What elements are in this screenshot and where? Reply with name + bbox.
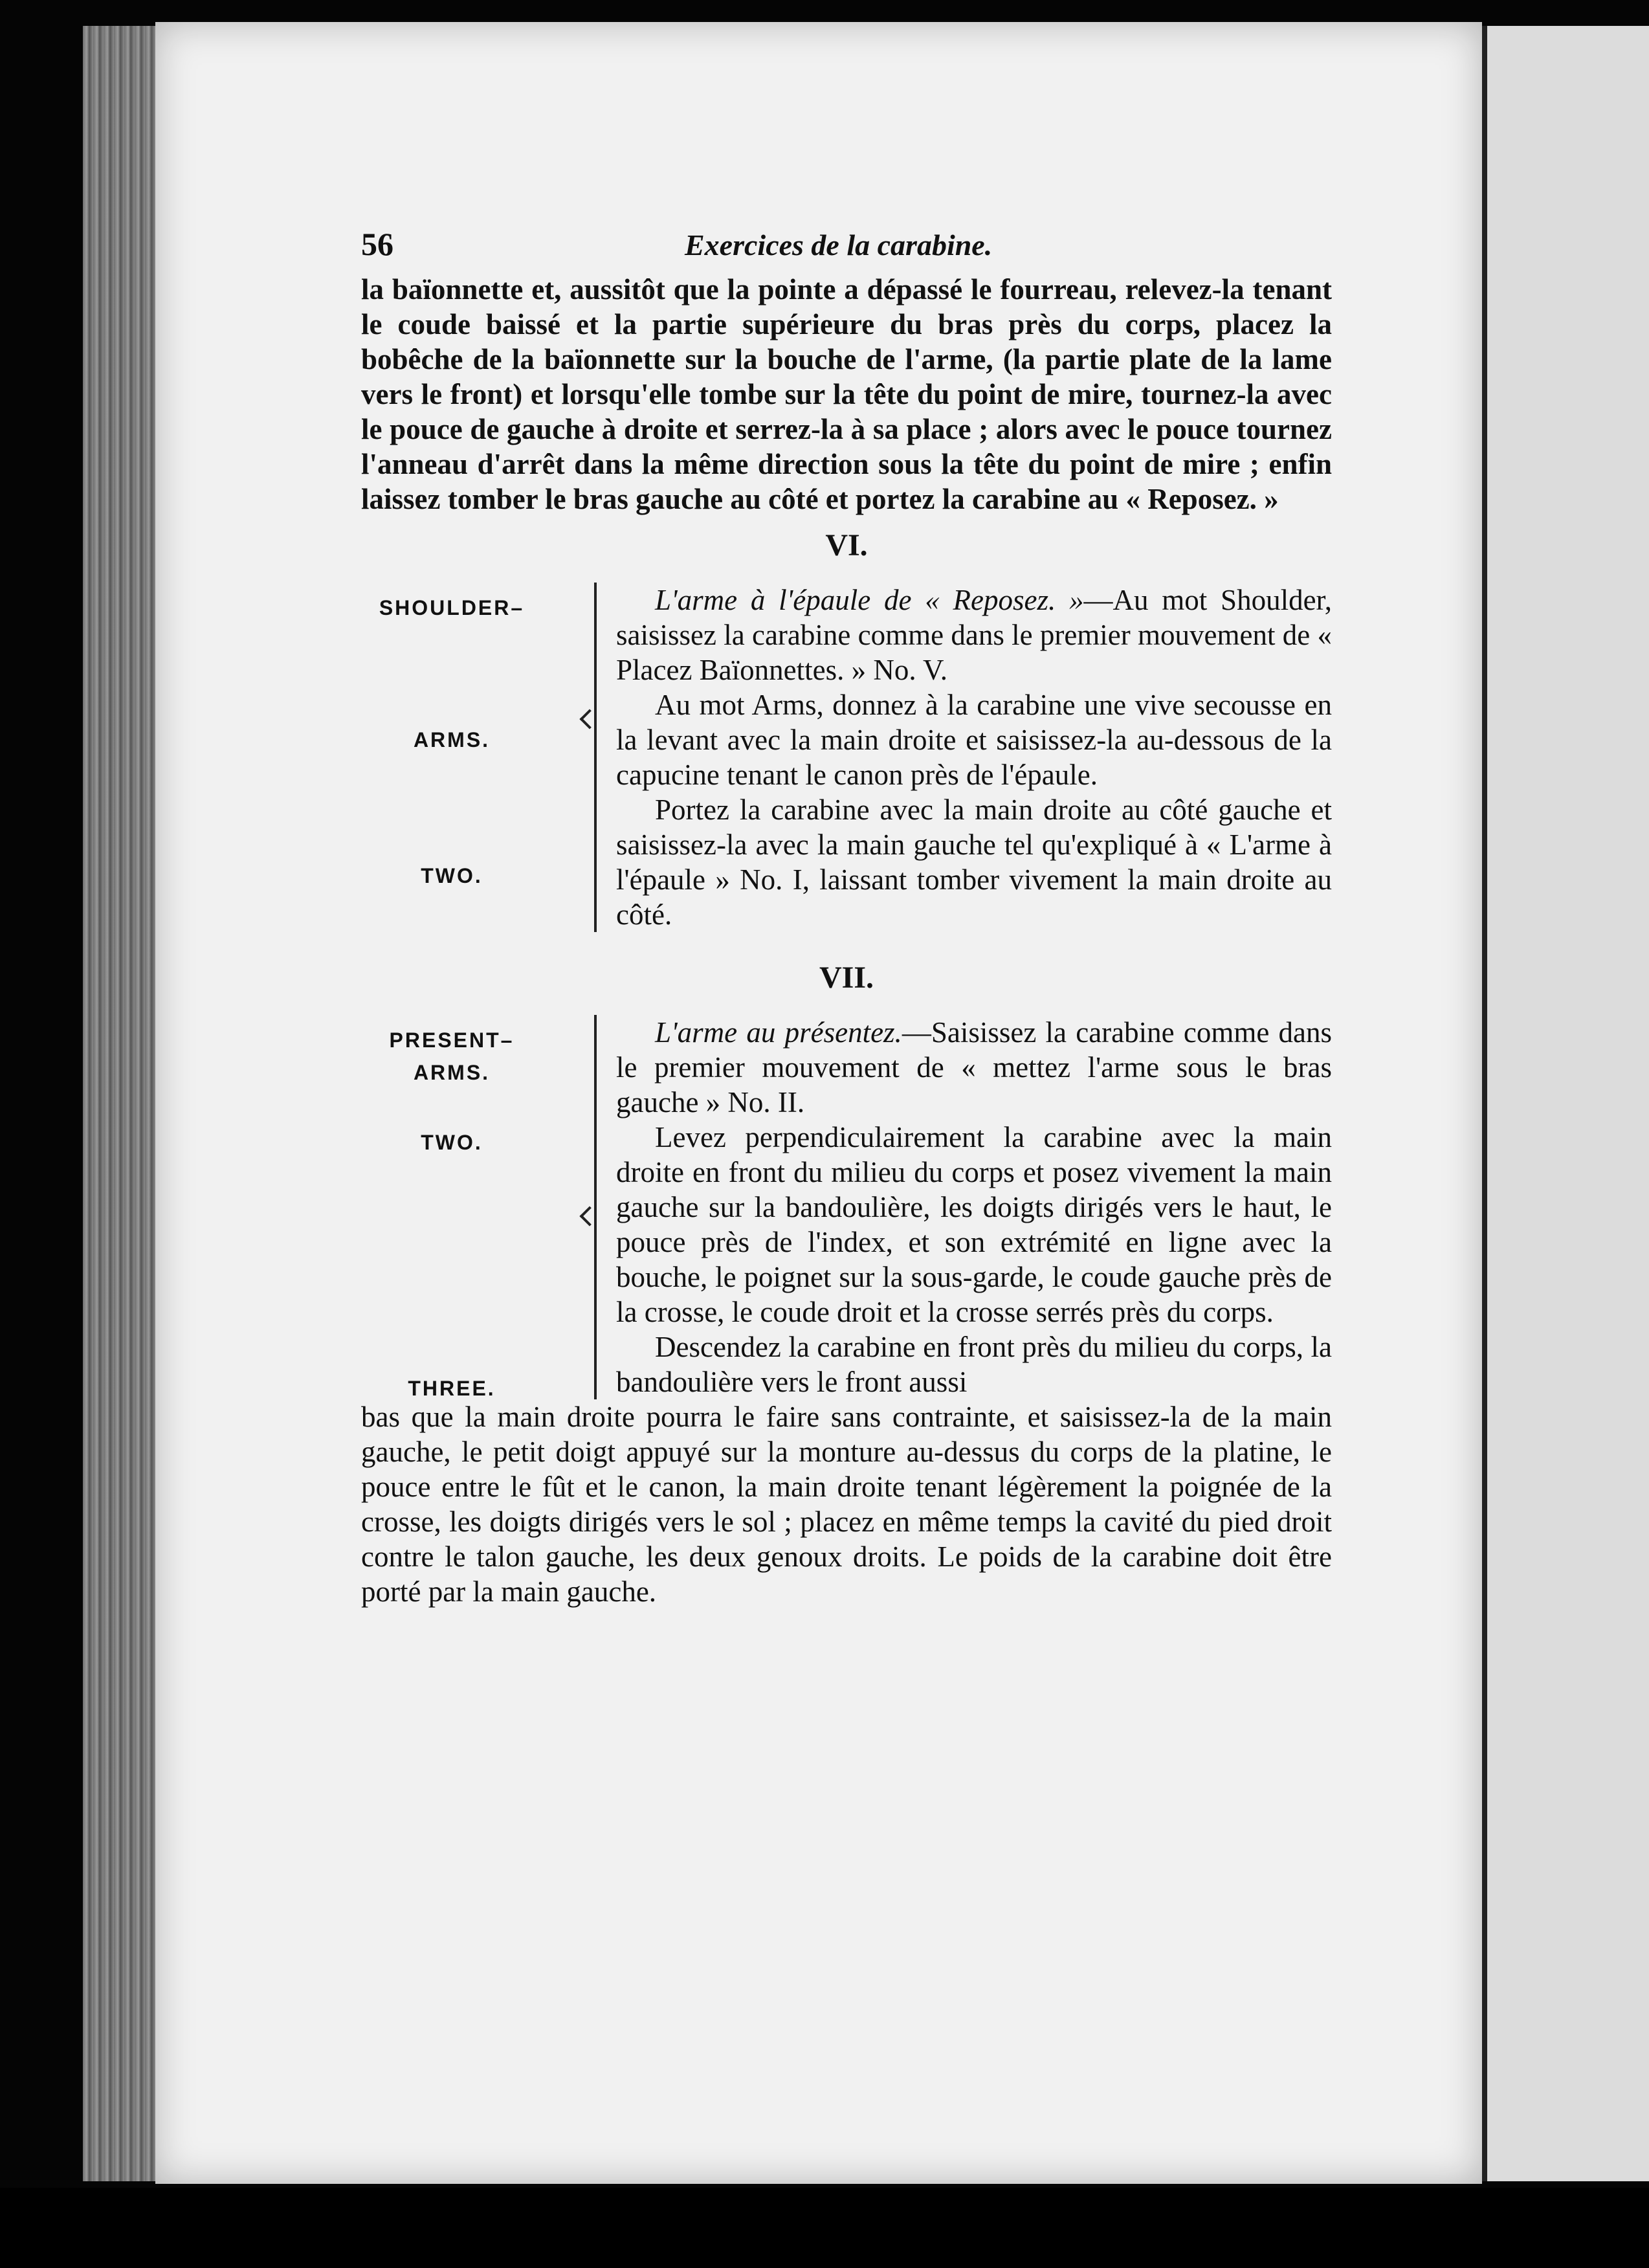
page-content	[361, 214, 1332, 1609]
section-vii-paragraph-3-rest: bas que la main droite pourra le faire sans contrainte, et saisissez-la de la main gauche, le petit doigt appuyé sur la monture au-dessus du corps de la platine, le pouce entre le fût et le canon, la main droite tenant légèrement la poignée de la crosse, les doigts dirigés vers le sol ; placez en même temps la cavité du pied droit contre le talon gauche, les deux genoux droits. Le poids de la carabine doit être porté par la main gauche.	[361, 1401, 1332, 1608]
opening-paragraph: la baïonnette et, aussitôt que la pointe a dépassé le fourreau, relevez-la tenant le coude baissé et la partie supérieure du bras près du corps, placez la bobêche de la baïonnette sur la bouche de l'arme, (la partie plate de la lame vers le front) et lorsqu'elle tombe sur la tête du point de mire, tournez-la avec le pouce de gauche à droite et serrez-la à sa place ; alors avec le pouce tournez l'anneau d'arrêt dans la même direction sous la tête du point de mire ; enfin laissez tomber le bras gauche au côté et portez la carabine au « Reposez. »	[361, 273, 1332, 515]
running-header	[361, 214, 1332, 272]
section-vii-paragraph-3-start: Descendez la carabine en front près du milieu du corps, la bandoulière vers le front aussi	[616, 1331, 1332, 1398]
section-vii-paragraph-1	[616, 1015, 1332, 1120]
section-vii-heading: VII.	[819, 961, 874, 995]
scan-border	[0, 2188, 1649, 2268]
section-vii-paragraph-2: Levez perpendiculairement la carabine avec la main droite en front du milieu du corps et posez vivement la main gauche sur la bandoulière, les doigts dirigés vers le haut, le pouce près de l'index, et son extrémité en ligne avec la bouche, le poignet sur la sous-garde, le coude gauche près de la crosse, le coude droit et la crosse serrés près du corps.	[616, 1121, 1332, 1328]
brace-point	[579, 1206, 599, 1226]
section-vi-brace	[594, 583, 1332, 932]
section-vi-p1-text: —Au mot Shoulder, saisissez la carabine comme dans le premier mouvement de « Placez Baïonnettes. » No. V.	[616, 584, 1332, 686]
section-vi-title: L'arme à l'épaule de « Reposez. »	[655, 584, 1084, 616]
section-vi-heading: VI.	[825, 528, 868, 562]
command-three: THREE.	[408, 1377, 496, 1400]
command-shoulder: SHOULDER–	[379, 596, 525, 619]
section-vi-paragraph-1	[616, 583, 1332, 687]
section-vii-p1-text: —Saisissez la carabine comme dans le premier mouvement de « mettez l'arme sous le bras gauche » No. II.	[616, 1016, 1333, 1118]
command-present: PRESENT–	[389, 1028, 515, 1052]
section-vii-continuation	[361, 1399, 1332, 1609]
command-arms: ARMS.	[413, 728, 491, 751]
section-vii-drill	[361, 1015, 1332, 1399]
running-title: Exercices de la carabine.	[685, 228, 993, 261]
brace-point	[579, 709, 599, 729]
command-two: TWO.	[421, 1131, 483, 1154]
section-vii-brace	[594, 1015, 1332, 1399]
section-vi-paragraph-3: Portez la carabine avec la main droite au côté gauche et saisissez-la avec la main gauche tel qu'expliqué à « L'arme à l'épaule » No. I, laissant tomber vivement la main droite au côté.	[616, 794, 1332, 931]
page-number: 56	[361, 226, 393, 262]
command-two: TWO.	[421, 864, 483, 887]
section-vi-drill	[361, 583, 1332, 932]
facing-page-edge	[1482, 26, 1649, 2181]
section-vi-paragraph-2: Au mot Arms, donnez à la carabine une vive secousse en la levant avec la main droite et saisissez-la au-dessous de la capucine tenant le canon près de l'épaule.	[616, 689, 1332, 791]
section-vii-title: L'arme au présentez.	[655, 1016, 902, 1049]
command-arms: ARMS.	[413, 1061, 491, 1084]
